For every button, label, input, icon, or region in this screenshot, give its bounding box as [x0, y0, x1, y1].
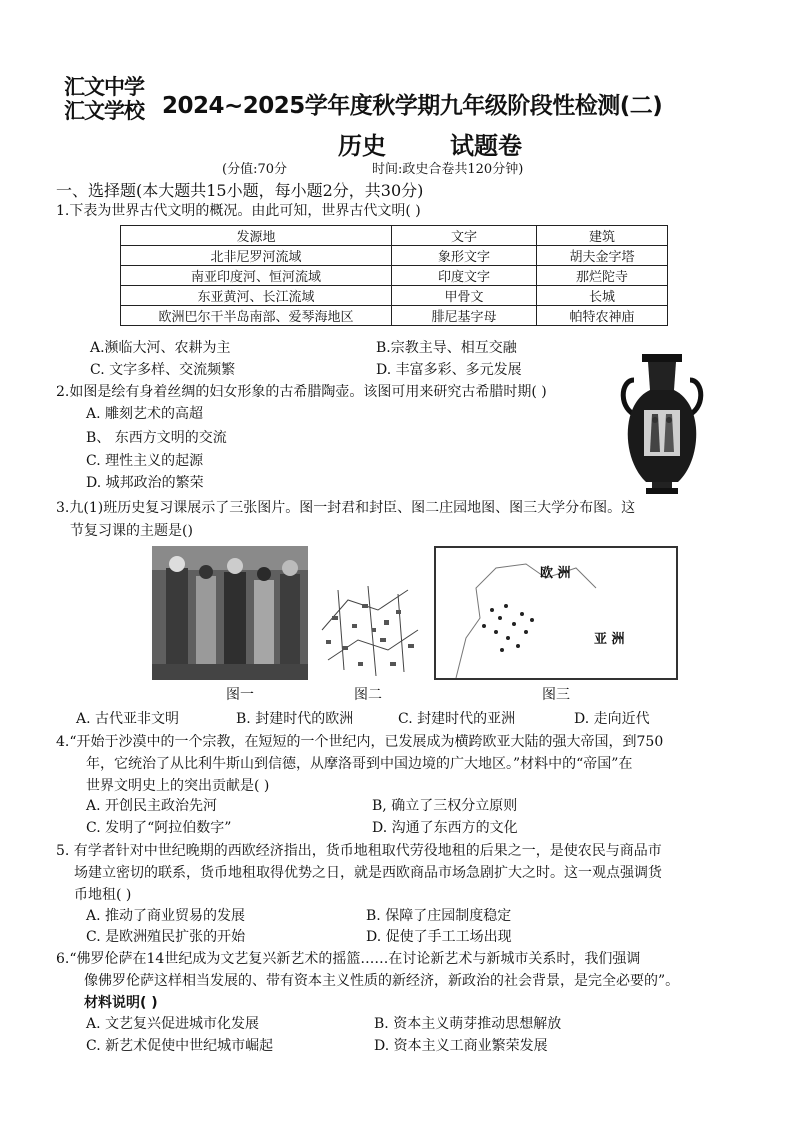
question-5-option-b: B. 保障了庄园制度稳定 — [366, 908, 512, 924]
question-1-option-c: C. 文字多样、交流频繁 — [90, 362, 236, 378]
table-row — [121, 306, 668, 326]
paper-title: 试题卷 — [450, 132, 522, 160]
table-header: 发源地 — [121, 226, 392, 246]
figure-2-manor-map-image — [318, 580, 424, 680]
question-2-stem: 2.如图是绘有身着丝绸的妇女形象的古希腊陶壶。该图可用来研究古希腊时期( ) — [56, 384, 547, 400]
table-row — [121, 246, 668, 266]
question-2-option-d: D. 城邦政治的繁荣 — [86, 475, 204, 491]
table-cell: 长城 — [537, 286, 668, 306]
table-header: 文字 — [392, 226, 537, 246]
table-cell: 欧洲巴尔干半岛南部、爱琴海地区 — [121, 306, 392, 326]
question-6-stem-line2: 像佛罗伦萨这样相当发展的、带有资本主义性质的新经济，新政治的社会背景，是完全必要的”。 — [84, 973, 680, 989]
table-cell: 印度文字 — [392, 266, 537, 286]
table-cell: 甲骨文 — [392, 286, 537, 306]
question-6-option-c: C. 新艺术促使中世纪城市崛起 — [86, 1038, 274, 1054]
table-cell: 帕特农神庙 — [537, 306, 668, 326]
map-label-europe: 欧 洲 — [540, 566, 571, 581]
civilization-table — [120, 225, 668, 326]
table-row — [121, 266, 668, 286]
map-label-asia: 亚 洲 — [594, 632, 625, 647]
score-info: (分值:70分 — [222, 162, 287, 177]
exam-title: 2024~2025学年度秋学期九年级阶段性检测(二) — [162, 93, 663, 119]
question-6-option-a: A. 文艺复兴促进城市化发展 — [86, 1016, 260, 1032]
question-3-option-a: A. 古代亚非文明 — [76, 711, 180, 727]
question-1-option-b: B.宗教主导、相互交融 — [376, 340, 517, 356]
question-6-stem-line1: 6.“佛罗伦萨在14世纪成为文艺复兴新艺术的摇篮……在讨论新艺术与新城市关系时，我们强调 — [56, 951, 641, 967]
figure-3-university-map-image — [434, 546, 678, 680]
school-name-1: 汇文中学 — [64, 75, 144, 99]
table-cell: 东亚黄河、长江流域 — [121, 286, 392, 306]
question-1-option-a: A.濒临大河、农耕为主 — [90, 340, 231, 356]
question-3-stem-line1: 3.九(1)班历史复习课展示了三张图片。图一封君和封臣、图二庄园地图、图三大学分布图。这 — [56, 500, 636, 516]
question-1-stem: 1.下表为世界古代文明的概况。由此可知，世界古代文明( ) — [56, 203, 421, 219]
table-header: 建筑 — [537, 226, 668, 246]
question-4-stem-line1: 4.“开始于沙漠中的一个宗教，在短短的一个世纪内，已发展成为横跨欧亚大陆的强大帝国，到750 — [56, 734, 664, 750]
question-5-option-d: D. 促使了手工工场出现 — [366, 929, 512, 945]
question-5-stem-line3: 币地租( ) — [74, 887, 132, 903]
table-cell: 腓尼基字母 — [392, 306, 537, 326]
question-4-stem-line2: 年，它统治了从比利牛斯山到信德，从摩洛哥到中国边境的广大地区。”材料中的“帝国”在 — [86, 756, 633, 772]
question-5-stem-line1: 5. 有学者针对中世纪晚期的西欧经济指出，货币地租取代劳役地租的后果之一，是使农民与商品市 — [56, 843, 662, 859]
greek-vase-image — [612, 350, 712, 500]
question-6-option-d: D. 资本主义工商业繁荣发展 — [374, 1038, 548, 1054]
table-cell: 北非尼罗河流域 — [121, 246, 392, 266]
table-cell: 南亚印度河、恒河流域 — [121, 266, 392, 286]
figure-2-caption: 图二 — [354, 687, 382, 703]
table-cell: 象形文字 — [392, 246, 537, 266]
table-header-row — [121, 226, 668, 246]
question-6-option-b: B. 资本主义萌芽推动思想解放 — [374, 1016, 562, 1032]
question-5-option-a: A. 推动了商业贸易的发展 — [86, 908, 246, 924]
table-cell: 那烂陀寺 — [537, 266, 668, 286]
section-title: 一、选择题(本大题共15小题，每小题2分，共30分) — [56, 181, 424, 200]
time-info: 时间:政史合卷共120分钟) — [372, 162, 524, 177]
subject-title: 历史 — [338, 132, 386, 160]
question-4-option-a: A. 开创民主政治先河 — [86, 798, 218, 814]
figure-3-caption: 图三 — [542, 687, 570, 703]
question-2-option-b: B、 东西方文明的交流 — [86, 430, 227, 446]
question-3-option-c: C. 封建时代的亚洲 — [398, 711, 516, 727]
question-1-option-d: D. 丰富多彩、多元发展 — [376, 362, 522, 378]
question-3-option-d: D. 走向近代 — [574, 711, 650, 727]
question-3-option-b: B. 封建时代的欧洲 — [236, 711, 354, 727]
question-5-stem-line2: 场建立密切的联系，货币地租取得优势之日，就是西欧商品市场急剧扩大之时。这一观点强调货 — [74, 865, 662, 881]
question-2-option-c: C. 理性主义的起源 — [86, 453, 204, 469]
figure-1-lord-vassal-image — [152, 546, 308, 680]
question-4-stem-line3: 世界文明史上的突出贡献是( ) — [86, 778, 270, 794]
table-cell: 胡夫金字塔 — [537, 246, 668, 266]
question-3-stem-line2: 节复习课的主题是() — [70, 523, 193, 539]
table-row — [121, 286, 668, 306]
figure-1-caption: 图一 — [226, 687, 254, 703]
question-4-option-b: B, 确立了三权分立原则 — [372, 798, 518, 814]
question-2-option-a: A. 雕刻艺术的高超 — [86, 406, 204, 422]
school-name-2: 汇文学校 — [64, 99, 144, 123]
question-6-stem-line3: 材料说明( ) — [84, 995, 158, 1011]
question-5-option-c: C. 是欧洲殖民扩张的开始 — [86, 929, 246, 945]
question-4-option-d: D. 沟通了东西方的文化 — [372, 820, 518, 836]
question-4-option-c: C. 发明了“阿拉伯数字” — [86, 820, 232, 836]
